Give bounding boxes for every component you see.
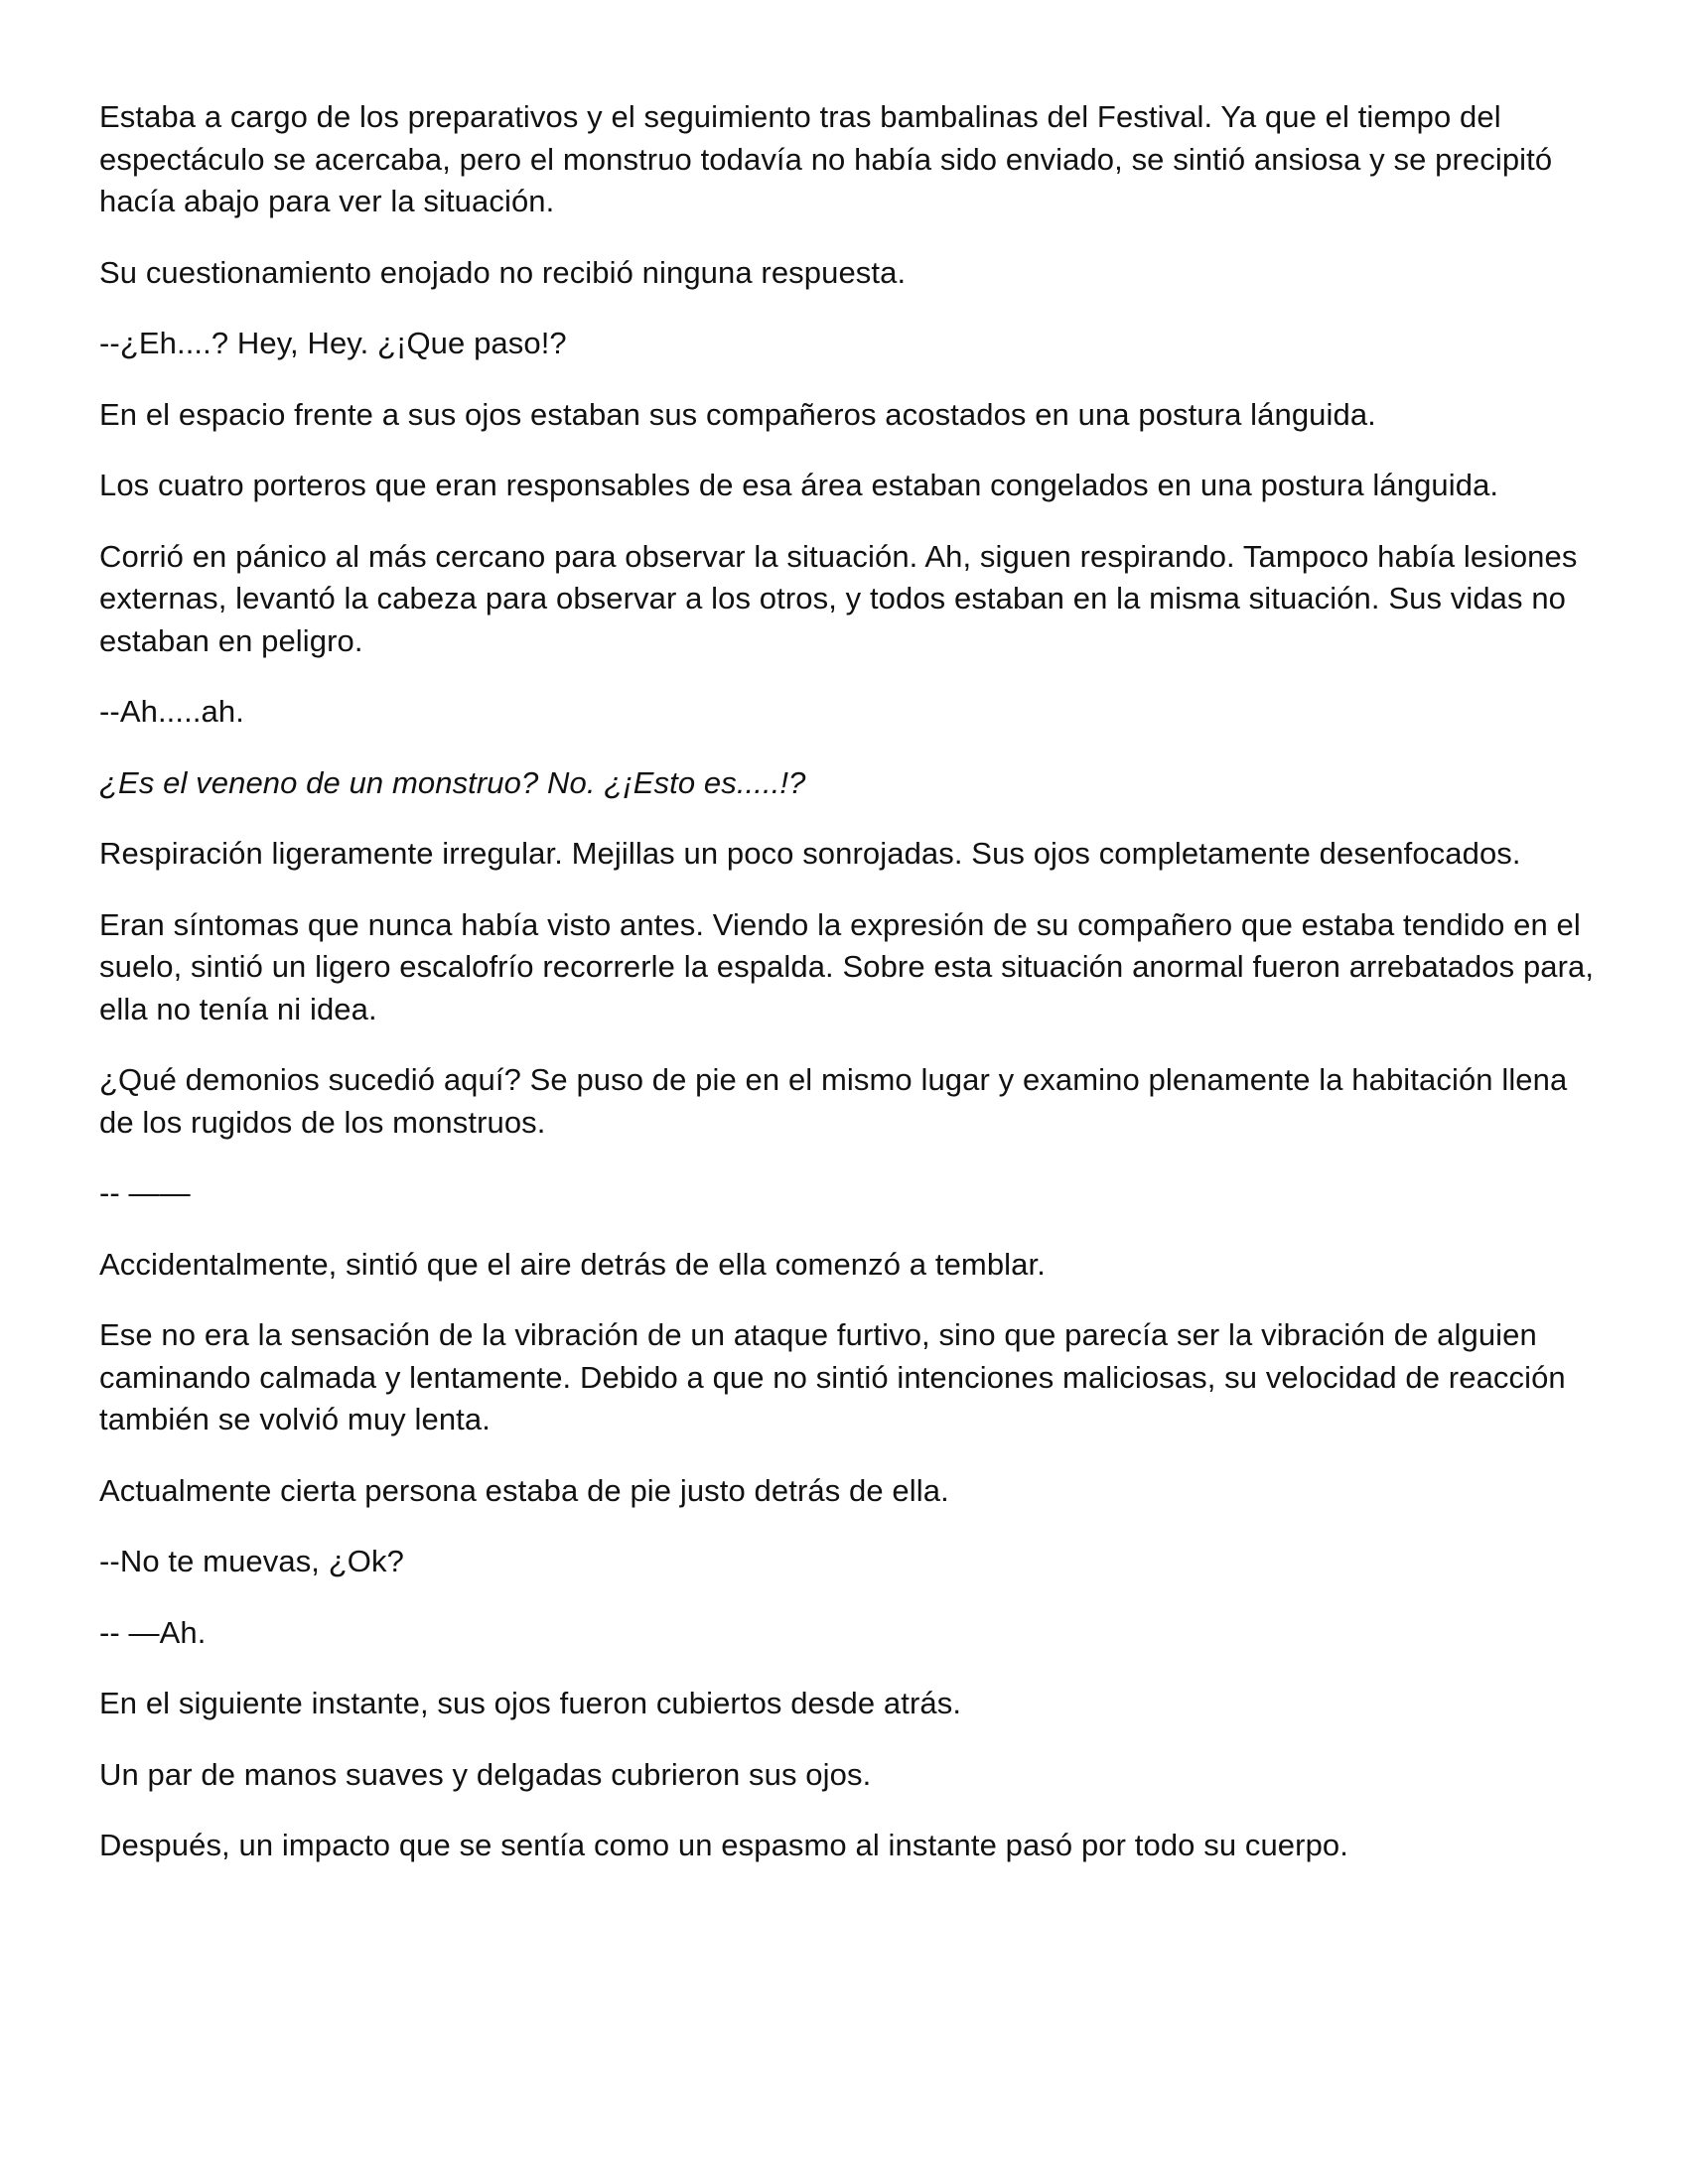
paragraph-9: Respiración ligeramente irregular. Mejillas un poco sonrojadas. Sus ojos completamente desenfocados. bbox=[99, 836, 1521, 871]
document-body bbox=[99, 96, 1599, 1896]
paragraph-7: --Ah.....ah. bbox=[99, 694, 244, 729]
paragraph-13: Accidentalmente, sintió que el aire detrás de ella comenzó a temblar. bbox=[99, 1246, 1046, 1282]
paragraph-20: Después, un impacto que se sentía como un espasmo al instante pasó por todo su cuerpo. bbox=[99, 1828, 1348, 1862]
paragraph-17: -- —Ah. bbox=[99, 1614, 207, 1650]
paragraph-4: En el espacio frente a sus ojos estaban sus compañeros acostados en una postura lánguida. bbox=[99, 396, 1376, 432]
paragraph-2: Su cuestionamiento enojado no recibió ninguna respuesta. bbox=[99, 254, 907, 290]
paragraph-15: Actualmente cierta persona estaba de pie justo detrás de ella. bbox=[99, 1472, 949, 1508]
paragraph-19: Un par de manos suaves y delgadas cubrieron sus ojos. bbox=[99, 1756, 872, 1792]
paragraph-1: Estaba a cargo de los preparativos y el seguimiento tras bambalinas del Festival. Ya que el tiempo del espectáculo se acercaba, pero el monstruo todavía no había sido enviado, se sintió ansiosa y se precipitó hacía abajo para ver la situación. bbox=[99, 99, 1553, 218]
paragraph-14: Ese no era la sensación de la vibración de un ataque furtivo, sino que parecía ser la vibración de alguien caminando calmada y lentamente. Debido a que no sintió intenciones maliciosas, su velocidad de reacción también se volvió muy lenta. bbox=[99, 1317, 1566, 1436]
paragraph-6: Corrió en pánico al más cercano para observar la situación. Ah, siguen respirando. Tampoco había lesiones externas, levantó la cabeza para observar a los otros, y todos estaban en la misma situación. Sus vidas no estaban en peligro. bbox=[99, 538, 1578, 658]
paragraph-8: ¿Es el veneno de un monstruo? No. ¿¡Esto es.....!? bbox=[99, 764, 806, 800]
paragraph-10: Eran síntomas que nunca había visto antes. Viendo la expresión de su compañero que estaba tendido en el suelo, sintió un ligero escalofrío recorrerle la espalda. Sobre esta situación anormal fueron arrebatados para, ella no tenía ni idea. bbox=[99, 906, 1595, 1026]
paragraph-3: --¿Eh....? Hey, Hey. ¿¡Que paso!? bbox=[99, 326, 567, 360]
paragraph-18: En el siguiente instante, sus ojos fueron cubiertos desde atrás. bbox=[99, 1686, 962, 1720]
paragraph-5: Los cuatro porteros que eran responsables de esa área estaban congelados en una postura lánguida. bbox=[99, 468, 1499, 502]
paragraph-12: -- —— bbox=[99, 1175, 191, 1210]
paragraph-16: --No te muevas, ¿Ok? bbox=[99, 1544, 404, 1578]
paragraph-11: ¿Qué demonios sucedió aquí? Se puso de pie en el mismo lugar y examino plenamente la habitación llena de los rugidos de los monstruos. bbox=[99, 1062, 1568, 1140]
